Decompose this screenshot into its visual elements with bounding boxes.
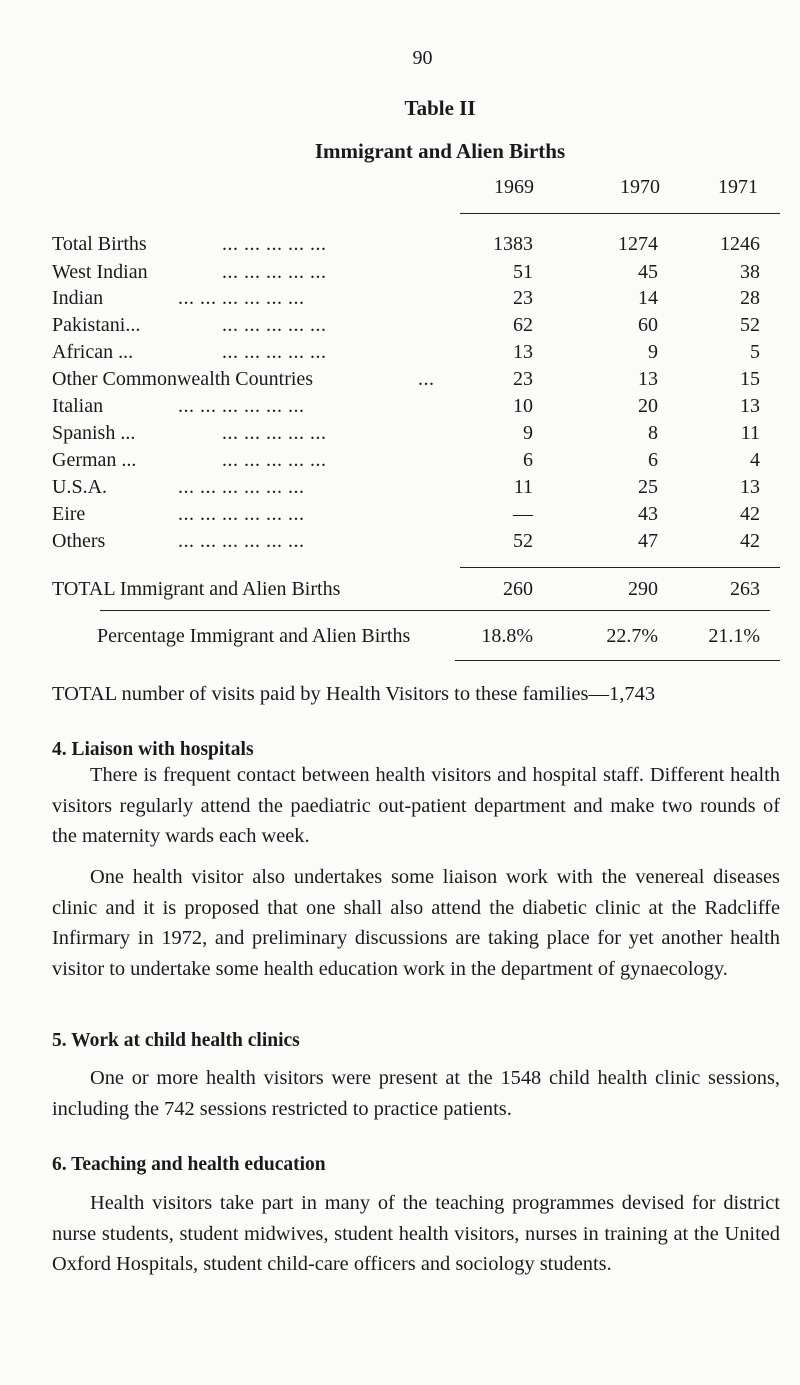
row-label: West Indian [52,261,148,283]
year-1971: 1971 [718,176,758,198]
section-paragraph: One or more health visitors were present at the 1548 child health clinic sessions, including the 742 sessions restricted to practice patients. [52,1067,780,1120]
value-1971: 1246 [720,233,760,255]
value-1970: 8 [648,422,658,444]
table-row [0,503,800,531]
table-row [0,314,800,342]
value-1971: 38 [740,261,760,283]
table-title: Table II [404,96,476,120]
total-row [0,578,800,606]
row-label: Italian [52,395,104,417]
row-dots: ... ... ... ... ... ... [178,503,305,525]
table-row [0,449,800,477]
section-heading: 5. Work at child health clinics [52,1030,300,1051]
value-1970: 9 [648,341,658,363]
subtotal-rule [460,567,780,568]
row-dots: ... ... ... ... ... [222,233,327,255]
value-1969: 11 [513,476,533,498]
row-label: Others [52,530,106,552]
row-dots: ... ... ... ... ... ... [178,287,305,309]
value-1969: 23 [513,368,533,390]
value-1969: 51 [513,261,533,283]
table-row [0,422,800,450]
value-1970: 43 [638,503,658,525]
row-label: German ... [52,449,137,471]
value-1969: 10 [513,395,533,417]
year-header-row [0,176,800,204]
value-1970: 1274 [618,233,658,255]
value-1971: 42 [740,503,760,525]
table-row [0,368,800,396]
total-1969: 260 [503,578,533,600]
table-row [0,287,800,315]
value-1971: 42 [740,530,760,552]
value-1970: 45 [638,261,658,283]
table-row [0,233,800,261]
page-number: 90 [412,47,433,69]
value-1969: 6 [523,449,533,471]
value-1971: 13 [740,395,760,417]
value-1970: 13 [638,368,658,390]
header-rule [460,213,780,214]
value-1970: 25 [638,476,658,498]
value-1970: 6 [648,449,658,471]
row-label: Eire [52,503,86,525]
row-dots: ... ... ... ... ... [222,449,327,471]
row-dots: ... ... ... ... ... ... [178,395,305,417]
value-1969: 13 [513,341,533,363]
year-1970: 1970 [620,176,660,198]
table-row [0,476,800,504]
row-label: Pakistani... [52,314,141,336]
row-label: Other Commonwealth Countries [52,368,314,390]
section-heading: 4. Liaison with hospitals [52,739,254,760]
row-label: African ... [52,341,134,363]
row-dots: ... ... ... ... ... [222,261,327,283]
value-1970: 47 [638,530,658,552]
value-1969: 23 [513,287,533,309]
value-1970: 20 [638,395,658,417]
table-row [0,530,800,558]
value-1969: — [513,503,533,525]
value-1971: 28 [740,287,760,309]
percentage-1970: 22.7% [606,625,658,647]
section-paragraph: There is frequent contact between health visitors and hospital staff. Different health visitors regularly attend the paediatric out-patient department and make two rounds of the maternity wards each week. [52,764,780,848]
table-row [0,341,800,369]
row-label: Spanish ... [52,422,136,444]
table-row [0,395,800,423]
row-dots: ... ... ... ... ... ... [178,530,305,552]
year-1969: 1969 [494,176,534,198]
percentage-rule [455,660,780,661]
row-label: Indian [52,287,104,309]
value-1971: 5 [750,341,760,363]
row-dots: ... ... ... ... ... [222,422,327,444]
row-label: U.S.A. [52,476,108,498]
table-row [0,261,800,289]
table-subtitle: Immigrant and Alien Births [314,139,566,163]
row-dots: ... ... ... ... ... [222,314,327,336]
section-heading: 6. Teaching and health education [52,1154,326,1175]
value-1969: 1383 [493,233,533,255]
percentage-1971: 21.1% [708,625,760,647]
row-dots: ... ... ... ... ... ... [178,476,305,498]
percentage-row [0,625,800,653]
total-1970: 290 [628,578,658,600]
total-1971: 263 [730,578,760,600]
section-paragraph: One health visitor also undertakes some liaison work with the venereal diseases clinic and it is proposed that one shall also attend the diabetic clinic at the Radcliffe Infirmary in 1972, and preliminary discussions are taking place for yet another health visitor to undertake some health education work in the department of gynaecology. [52,866,780,980]
percentage-1969: 18.8% [481,625,533,647]
value-1971: 4 [750,449,760,471]
value-1971: 15 [740,368,760,390]
percentage-label: Percentage Immigrant and Alien Births [97,625,411,647]
value-1969: 52 [513,530,533,552]
value-1971: 13 [740,476,760,498]
total-rule [100,610,770,611]
total-label: TOTAL Immigrant and Alien Births [52,578,341,600]
value-1969: 62 [513,314,533,336]
value-1971: 52 [740,314,760,336]
value-1970: 14 [638,287,658,309]
row-dots: ... [418,368,435,390]
value-1969: 9 [523,422,533,444]
row-dots: ... ... ... ... ... [222,341,327,363]
value-1970: 60 [638,314,658,336]
value-1971: 11 [740,422,760,444]
section-paragraph: Health visitors take part in many of the teaching programmes devised for district nurse students, student midwives, student health visitors, nurses in training at the United Oxford Hospitals, student child-care officers and sociology students. [52,1192,780,1276]
visits-total-line: TOTAL number of visits paid by Health Visitors to these families—1,743 [52,683,656,705]
row-label: Total Births [52,233,147,255]
